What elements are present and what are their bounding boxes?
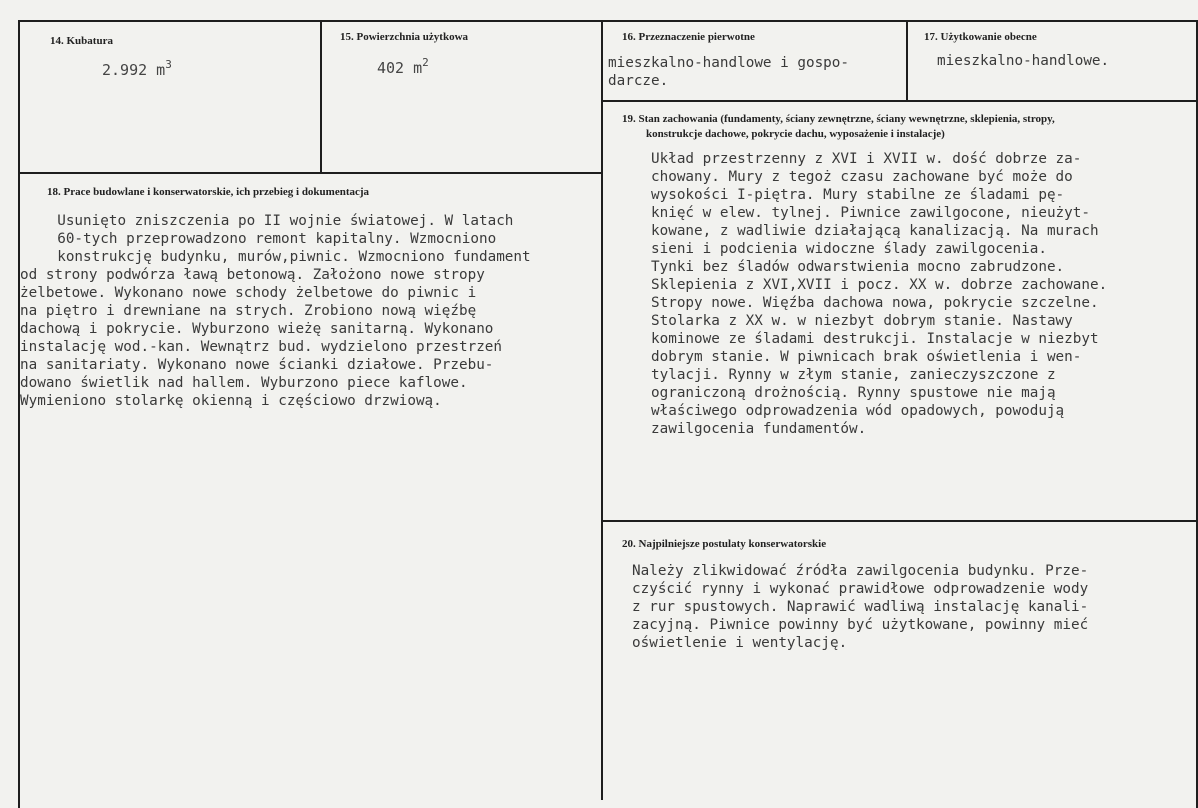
uzytkowanie-value: mieszkalno-handlowe. bbox=[937, 53, 1110, 69]
prace-line: 60-tych przeprowadzono remont kapitalny. Wzmocniono bbox=[40, 231, 497, 247]
stan-line: Stolarka z XX w. w niezbyt dobrym stanie. Nastawy bbox=[651, 313, 1073, 329]
stan-line: sieni i podcienia widoczne ślady zawilgocenia. bbox=[651, 241, 1047, 257]
top-border bbox=[18, 20, 1198, 22]
prace-line: Usunięto zniszczenia po II wojnie światowej. W latach bbox=[40, 213, 514, 229]
powierzchnia-number: 402 m bbox=[377, 59, 423, 77]
postulaty-line: z rur spustowych. Naprawić wadliwą instalację kanali- bbox=[632, 599, 1089, 615]
stan-label-line-1: 19. Stan zachowania (fundamenty, ściany zewnętrzne, ściany wewnętrzne, sklepienia, stropy, bbox=[622, 113, 1055, 125]
prace-line: dowano świetlik nad hallem. Wyburzono piece kaflowe. bbox=[20, 375, 468, 391]
kubatura-label: 14. Kubatura bbox=[50, 35, 113, 47]
stan-label-line-2: konstrukcje dachowe, pokrycie dachu, wyposażenie i instalacje) bbox=[646, 128, 945, 140]
przeznaczenie-label: 16. Przeznaczenie pierwotne bbox=[622, 31, 755, 43]
stan-line: dobrym stanie. W piwnicach brak oświetlenia i wen- bbox=[651, 349, 1082, 365]
stan-line: chowany. Mury z tegoż czasu zachowane być może do bbox=[651, 169, 1073, 185]
przeznaczenie-line-2: darcze. bbox=[608, 73, 669, 89]
stan-line: właściwego odprowadzenia wód opadowych, powodują bbox=[651, 403, 1065, 419]
powierzchnia-value bbox=[377, 56, 429, 77]
divider-under-16-17 bbox=[601, 100, 1198, 102]
stan-line: Stropy nowe. Więźba dachowa nowa, pokrycie szczelne. bbox=[651, 295, 1099, 311]
uzytkowanie-label: 17. Użytkowanie obecne bbox=[924, 31, 1037, 43]
stan-line: wysokości I-piętra. Mury stabilne ze śladami pę- bbox=[651, 187, 1065, 203]
prace-line: od strony podwórza ławą betonową. Założono nowe stropy bbox=[20, 267, 485, 283]
przeznaczenie-line-1: mieszkalno-handlowe i gospo- bbox=[608, 55, 850, 71]
stan-line: Układ przestrzenny z XVI i XVII w. dość dobrze za- bbox=[651, 151, 1082, 167]
prace-line: na piętro i drewniane na strych. Zrobiono nową więźbę bbox=[20, 303, 477, 319]
divider-under-19 bbox=[601, 520, 1198, 522]
postulaty-line: czyścić rynny i wykonać prawidłowe odprowadzenie wody bbox=[632, 581, 1089, 597]
prace-label: 18. Prace budowlane i konserwatorskie, ich przebieg i dokumentacja bbox=[47, 186, 370, 198]
stan-line: tylacji. Rynny w złym stanie, zanieczyszczone z bbox=[651, 367, 1056, 383]
prace-line: konstrukcję budynku, murów,piwnic. Wzmocniono fundament bbox=[40, 249, 531, 265]
postulaty-label: 20. Najpilniejsze postulaty konserwatorskie bbox=[622, 538, 827, 550]
stan-line: Tynki bez śladów odwarstwienia mocno zabrudzone. bbox=[651, 259, 1065, 275]
stan-line: kominowe ze śladami destrukcji. Instalacje w niezbyt bbox=[651, 331, 1099, 347]
stan-line: knięć w elew. tylnej. Piwnice zawilgocone, nieużyt- bbox=[651, 205, 1090, 221]
prace-line: żelbetowe. Wykonano nowe schody żelbetowe do piwnic i bbox=[20, 285, 477, 301]
stan-line: zawilgocenia fundamentów. bbox=[651, 421, 867, 437]
stan-line: ograniczoną drożnością. Rynny spustowe nie mają bbox=[651, 385, 1056, 401]
prace-line: instalację wod.-kan. Wewnątrz bud. wydzielono przestrzeń bbox=[20, 339, 503, 355]
divider-14-15 bbox=[320, 20, 322, 173]
divider-under-14-15 bbox=[18, 172, 602, 174]
stan-line: Sklepienia z XVI,XVII i pocz. XX w. dobrze zachowane. bbox=[651, 277, 1108, 293]
prace-line: Wymieniono stolarkę okienną i częściowo drzwiową. bbox=[20, 393, 442, 409]
powierzchnia-label: 15. Powierzchnia użytkowa bbox=[340, 31, 469, 43]
kubatura-number: 2.992 m bbox=[102, 61, 166, 79]
postulaty-line: Należy zlikwidować źródła zawilgocenia budynku. Prze- bbox=[632, 563, 1089, 579]
kubatura-value bbox=[102, 58, 172, 79]
postulaty-line: zacyjną. Piwnice powinny być użytkowane, powinny mieć bbox=[632, 617, 1089, 633]
left-border bbox=[18, 20, 20, 808]
divider-main bbox=[601, 20, 603, 800]
prace-line: na sanitariaty. Wykonano nowe ścianki działowe. Przebu- bbox=[20, 357, 494, 373]
powierzchnia-exponent: 2 bbox=[422, 56, 429, 69]
stan-line: kowane, z wadliwie działającą kanalizacją. Na murach bbox=[651, 223, 1099, 239]
postulaty-line: oświetlenie i wentylację. bbox=[632, 635, 848, 651]
kubatura-exponent: 3 bbox=[165, 58, 172, 71]
prace-line: dachową i pokrycie. Wyburzono wieżę sanitarną. Wykonano bbox=[20, 321, 494, 337]
divider-16-17 bbox=[906, 20, 908, 101]
